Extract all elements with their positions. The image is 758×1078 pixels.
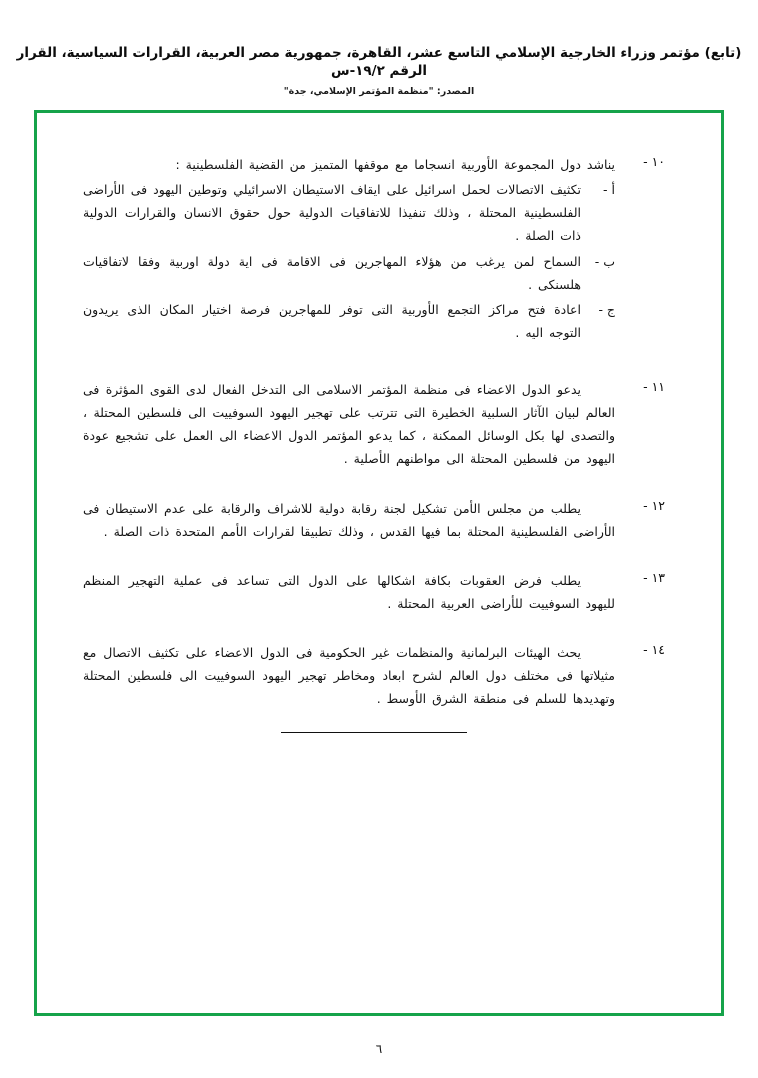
clause-text: يدعو الدول الاعضاء فى منظمة المؤتمر الاسلامى الى التدخل الفعال لدى القوى المؤثرة فى العالم لبيان الآثار السلبية الخطيرة التى تترتب على تهجير اليهود السوفييت الى فلسطين المحتلة ، والتصدى لها بكل الوسائل الممكنة ، كما يدعو المؤتمر الدول الاعضاء الى العمل على تشجيع عودة اليهود من فلسطين المحتلة الى مواطنهم الأصلية .	[83, 382, 615, 467]
green-border-frame	[34, 110, 724, 1016]
clause-text: يحث الهيئات البرلمانية والمنظمات غير الحكومية فى الدول الاعضاء على تكثيف الاتصال مع مثيلاتها فى مختلف دول العالم لشرح ابعاد ومخاطر تهجير اليهود السوفييت الى فلسطين المحتلة وتهديدها للسلم فى منطقة الشرق الأوسط .	[83, 645, 615, 707]
clause-number: ١٠ -	[643, 154, 665, 169]
sub-item	[83, 178, 615, 247]
clause-item	[83, 153, 665, 344]
sub-item-text: السماح لمن يرغب من هؤلاء المهاجرين فى الاقامة فى اية دولة اوربية وفقا لاتفاقيات هلسنكى .	[83, 253, 581, 292]
sub-item-body	[83, 250, 581, 296]
clause-text: يناشد دول المجموعة الأوربية انسجاما مع موقفها المتميز من القضية الفلسطينية :	[175, 157, 615, 172]
sub-item-text: تكثيف الاتصالات لحمل اسرائيل على ايقاف الاستيطان الاسرائيلي وتوطين اليهود فى الأراضى الفلسطينية المحتلة ، وذلك تنفيذا للاتفاقيات الدولية حول حقوق الانسان والقرارات الدولية ذات الصلة .	[83, 182, 581, 244]
clause-text: يطلب فرض العقوبات بكافة اشكالها على الدول التى تساعد فى عملية التهجير المنظم لليهود السوفييت للأراضى العربية المحتلة .	[83, 572, 615, 611]
page-header	[0, 0, 758, 97]
sub-item	[83, 250, 615, 296]
sub-item-body	[83, 298, 581, 344]
clause-item	[83, 378, 665, 471]
clause-item	[83, 641, 665, 710]
page-number: ٦	[375, 1042, 383, 1056]
clause-number: ١٤ -	[643, 642, 665, 657]
clause-text: يطلب من مجلس الأمن تشكيل لجنة رقابة دولية للاشراف والرقابة على عدم الاستيطان فى الأراضى الفلسطينية المحتلة بما فيها القدس ، وذلك تطبيقا لقرارات الأمم المتحدة ذات الصلة .	[83, 500, 615, 539]
clause-body	[83, 497, 621, 543]
spacer	[83, 364, 665, 378]
header-source: المصدر: "منظمة المؤتمر الإسلامي، جدة"	[283, 86, 475, 98]
sub-item-label: أ -	[603, 182, 615, 198]
sub-item	[83, 298, 615, 344]
frame-content	[37, 113, 721, 1013]
section-divider-wrapper	[83, 732, 665, 733]
section-divider	[281, 732, 467, 733]
clause-body	[83, 378, 621, 471]
sub-item-body	[83, 178, 581, 247]
sub-item-label: ب -	[594, 253, 615, 269]
clause-body	[83, 569, 621, 615]
clause-body	[83, 153, 621, 344]
clause-number: ١١ -	[643, 379, 665, 394]
header-title: (تابع) مؤتمر وزراء الخارجية الإسلامي التاسع عشر، القاهرة، جمهورية مصر العربية، القرارات السياسية، القرار الرقم ١٩/٢-س	[16, 45, 742, 80]
clause-body	[83, 641, 621, 710]
clause-number: ١٢ -	[643, 497, 665, 513]
clause-number: ١٣ -	[643, 569, 665, 585]
clause-item	[83, 569, 665, 615]
sub-item-label: ج -	[598, 301, 615, 317]
clause-item	[83, 497, 665, 543]
sub-item-text: اعادة فتح مراكز التجمع الأوربية التى توفر للمهاجرين فرصة اختيار المكان الذى يريدون التوجه اليه .	[83, 301, 581, 340]
